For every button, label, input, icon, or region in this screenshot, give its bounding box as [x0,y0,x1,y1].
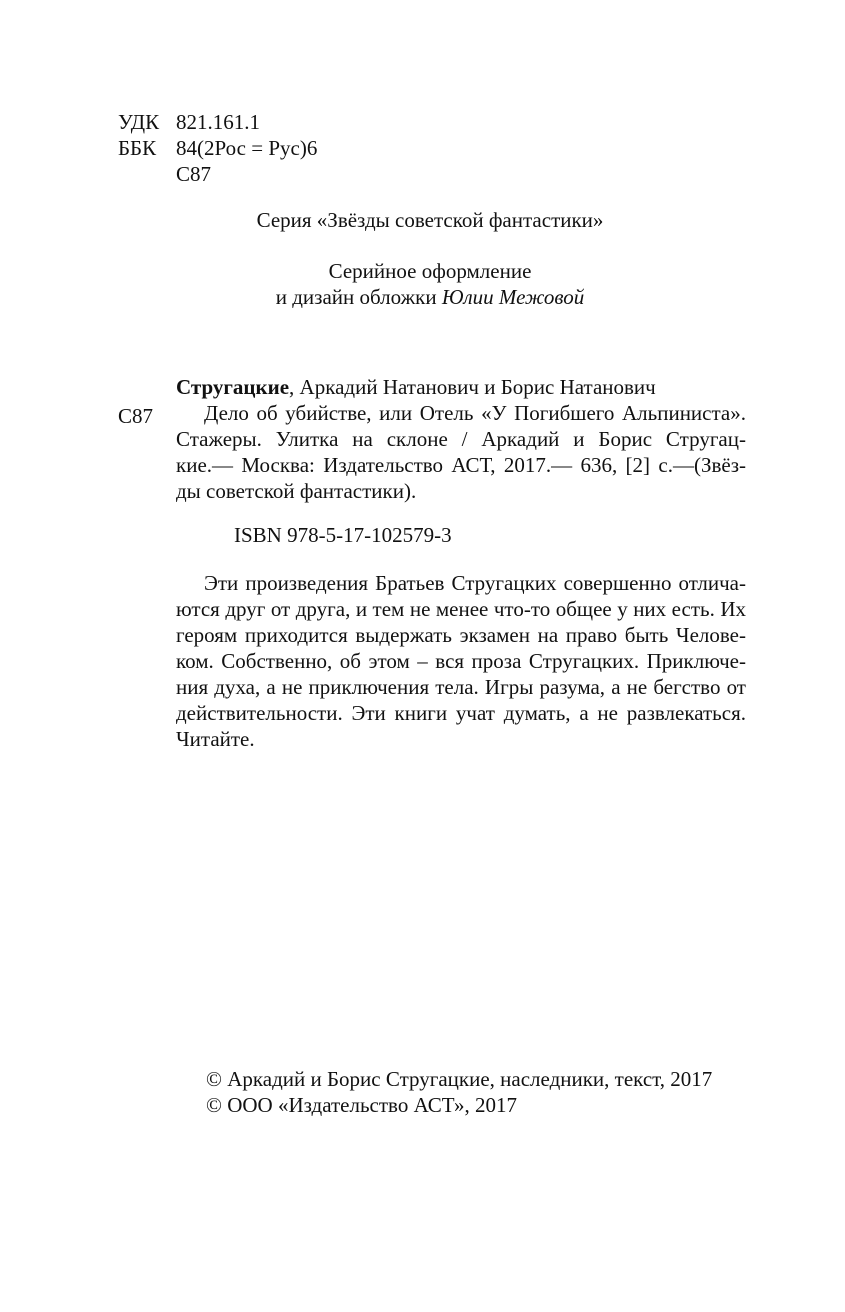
copyright-line-1: © Аркадий и Борис Стругацкие, наследники, текст, 2017 [206,1067,713,1091]
isbn: ISBN 978-5-17-102579-3 [234,523,452,547]
bib-margin-mark: С87 [118,404,154,428]
series-line: Серия «Звёзды советской фантастики» [256,208,604,232]
annotation-line: Эти произведения Братьев Стругацких совершенно отлича- [204,571,746,595]
bib-author-bold: Стругацкие [176,375,290,399]
annotation-line: Читайте. [176,727,255,751]
annotation [176,570,746,752]
design-line-2-prefix: и дизайн обложки [275,285,442,309]
bib-line: Стажеры. Улитка на склоне / Аркадий и Борис Стругац- [176,427,746,451]
bib-line: ды советской фантастики). [176,479,417,503]
annotation-line: ком. Собственно, об этом – вся проза Стругацких. Приключе- [176,649,746,673]
bbk-value: 84(2Рос = Рус)6 [176,136,318,160]
udk-value: 821.161.1 [176,110,260,134]
design-line-1: Серийное оформление [328,259,532,283]
annotation-line: действительности. Эти книги учат думать, а не развлекаться. [176,701,746,725]
copyright-line-2: © ООО «Издательство АСТ», 2017 [206,1093,517,1117]
bib-description [176,400,746,504]
design-line-2 [0,284,845,310]
bbk-label: ББК [118,136,157,160]
bib-line: кие.— Москва: Издательство АСТ, 2017.— 636, [2] с.—(Звёз- [176,453,746,477]
author-mark: С87 [176,162,212,186]
bib-line: Дело об убийстве, или Отель «У Погибшего Альпиниста». [204,401,746,425]
annotation-line: ния духа, а не приключения тела. Игры разума, а не бегство от [176,675,746,699]
udk-label: УДК [118,110,160,134]
bib-author-rest: , Аркадий Натанович и Борис Натанович [289,375,656,399]
annotation-line: героям приходится выдержать экзамен на право быть Челове- [176,623,746,647]
bib-author-line [176,374,656,400]
annotation-line: ются друг от друга, и тем не менее что-то общее у них есть. Их [176,597,746,621]
designer-name: Юлии Межовой [441,285,585,309]
